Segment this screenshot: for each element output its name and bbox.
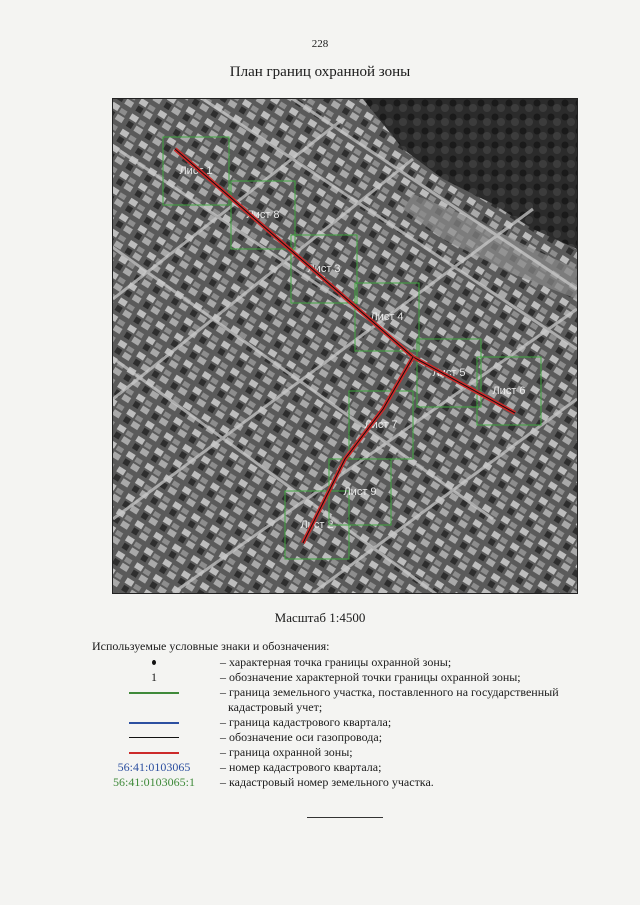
legend [92, 655, 612, 790]
sheet-label: Лист 8 [246, 208, 280, 221]
blue-line-icon [129, 722, 179, 724]
sheet-label: Лист 1 [179, 164, 213, 177]
legend-row-plot-number [92, 775, 612, 790]
legend-row-quarter [92, 715, 612, 730]
legend-text-continued: кадастровый учет; [228, 700, 323, 714]
legend-text: – кадастровый номер земельного участка. [220, 775, 434, 789]
legend-text: – характерная точка границы охранной зоны; [220, 655, 452, 669]
legend-row-zone [92, 745, 612, 760]
footer-divider [307, 817, 383, 818]
sheet-label: Лист 9 [343, 485, 377, 498]
legend-text: – обозначение характерной точки границы охранной зоны; [220, 670, 521, 684]
point-number-sample: 1 [151, 670, 157, 684]
legend-row-land-plot [92, 685, 612, 715]
quarter-number-sample: 56:41:0103065 [117, 760, 191, 774]
sheet-label: Лист 2 [300, 518, 334, 531]
legend-row-gas-axis [92, 730, 612, 745]
point-dot-icon [152, 660, 156, 665]
sheet-label: Лист 7 [364, 418, 398, 431]
aerial-map [112, 98, 578, 594]
legend-text: – граница охранной зоны; [220, 745, 353, 759]
legend-text: – граница земельного участка, поставленного на государственный [220, 685, 559, 699]
sheet-label: Лист 3 [307, 262, 341, 275]
legend-row-point [92, 655, 612, 670]
red-line-icon [129, 752, 179, 754]
scale-label: Масштаб 1:4500 [274, 610, 366, 625]
sheet-label: Лист 4 [370, 310, 404, 323]
legend-row-quarter-number [92, 760, 612, 775]
sheet-label: Лист 5 [432, 366, 466, 379]
plot-number-sample: 56:41:0103065:1 [112, 775, 195, 789]
legend-text: – обозначение оси газопровода; [220, 730, 383, 744]
legend-text: – номер кадастрового квартала; [220, 760, 382, 774]
legend-row-point-number [92, 670, 612, 685]
black-line-icon [129, 737, 179, 738]
map-canvas [113, 99, 577, 593]
page-title: План границ охранной зоны [229, 64, 411, 80]
legend-text: – граница кадастрового квартала; [220, 715, 392, 729]
sheet-label: Лист 6 [492, 384, 526, 397]
green-line-icon [129, 692, 179, 694]
page-number: 228 [311, 38, 329, 50]
legend-heading: Используемые условные знаки и обозначения: [92, 639, 330, 653]
